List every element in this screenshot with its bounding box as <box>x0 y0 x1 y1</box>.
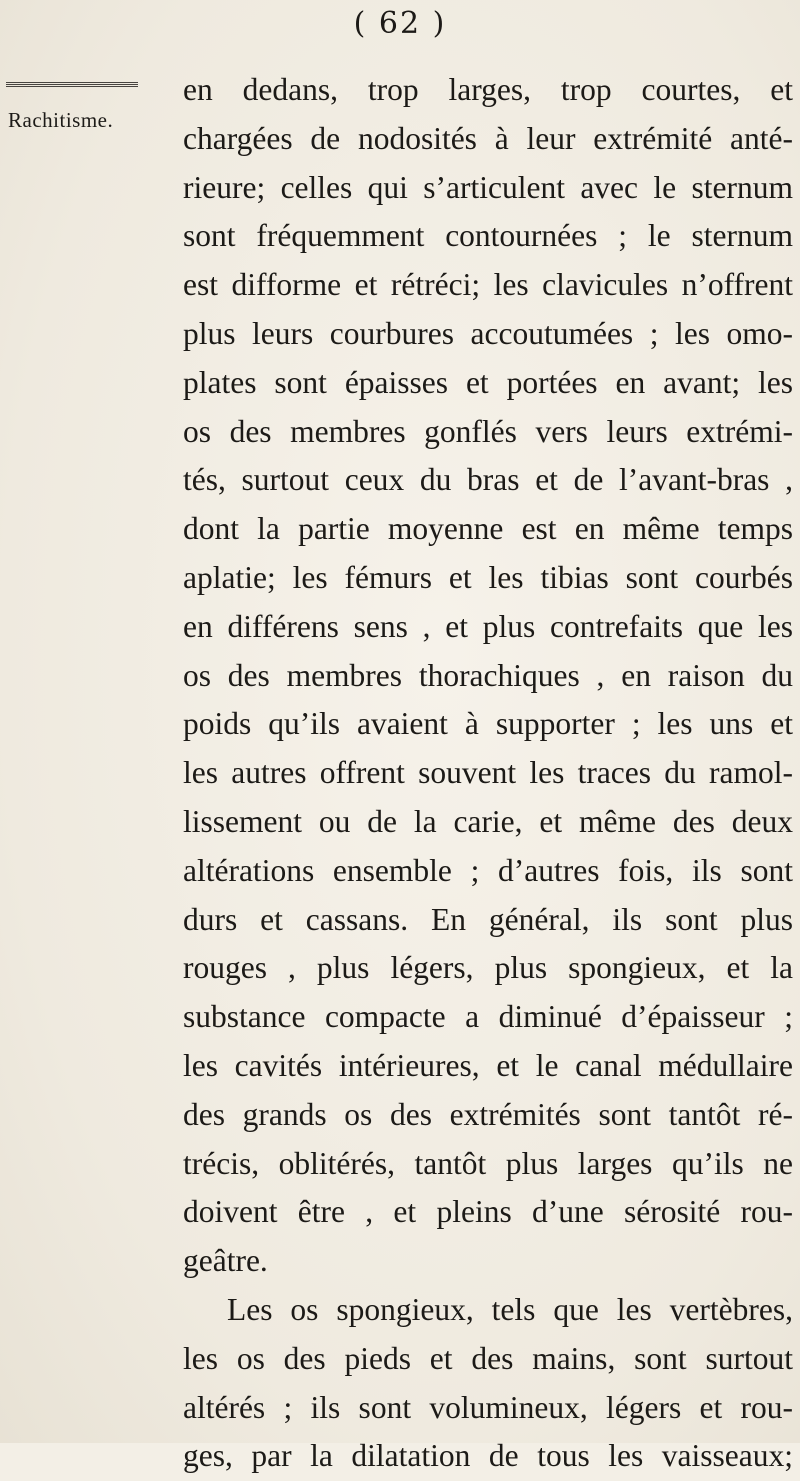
text-line: plus leurs courbures accoutumées ; les omo- <box>183 315 793 351</box>
text-line: doivent être , et pleins d’une sérosité rou- <box>183 1194 793 1230</box>
text-line: altérés ; ils sont volumineux, légers et rou- <box>183 1389 793 1425</box>
text-line: en différens sens , et plus contrefaits que les <box>183 608 793 644</box>
text-line: lissement ou de la carie, et même des deux <box>183 803 793 839</box>
text-line: rieure; celles qui s’articulent avec le sternum <box>183 169 793 205</box>
text-line: les cavités intérieures, et le canal médullaire <box>183 1047 793 1083</box>
text-line: Les os spongieux, tels que les vertèbres, <box>227 1291 793 1327</box>
text-line: rouges , plus légers, plus spongieux, et la <box>183 950 793 986</box>
text-line: tés, surtout ceux du bras et de l’avant-bras , <box>183 462 793 498</box>
text-line: os des membres thorachiques , en raison du <box>183 657 793 693</box>
page-number: ( 62 ) <box>353 6 447 41</box>
text-line: durs et cassans. En général, ils sont plus <box>183 901 793 937</box>
text-line: dont la partie moyenne est en même temps <box>183 511 793 547</box>
text-line: en dedans, trop larges, trop courtes, et <box>183 72 793 107</box>
text-line: plates sont épaisses et portées en avant; les <box>183 364 793 400</box>
text-line: geâtre. <box>183 1243 268 1279</box>
body-text <box>183 66 793 1481</box>
margin-rule <box>6 82 138 87</box>
text-line: trécis, oblitérés, tantôt plus larges qu’ils ne <box>183 1145 793 1181</box>
text-line: sont fréquemment contournées ; le sternum <box>183 218 793 254</box>
text-line: substance compacte a diminué d’épaisseur ; <box>183 999 793 1035</box>
text-line: des grands os des extrémités sont tantôt ré- <box>183 1096 793 1132</box>
text-line: ges, par la dilatation de tous les vaisseaux; <box>183 1438 793 1474</box>
text-line: les os des pieds et des mains, sont surtout <box>183 1340 793 1376</box>
margin-note: Rachitisme. <box>8 108 114 132</box>
text-line: chargées de nodosités à leur extrémité anté- <box>183 120 793 156</box>
text-line: poids qu’ils avaient à supporter ; les uns et <box>183 706 793 742</box>
text-line: est difforme et rétréci; les clavicules n’offrent <box>183 267 793 303</box>
text-line: os des membres gonflés vers leurs extrémi- <box>183 413 793 449</box>
text-line: les autres offrent souvent les traces du ramol- <box>183 755 793 791</box>
text-line: aplatie; les fémurs et les tibias sont courbés <box>183 559 793 595</box>
text-line: altérations ensemble ; d’autres fois, ils sont <box>183 852 793 888</box>
